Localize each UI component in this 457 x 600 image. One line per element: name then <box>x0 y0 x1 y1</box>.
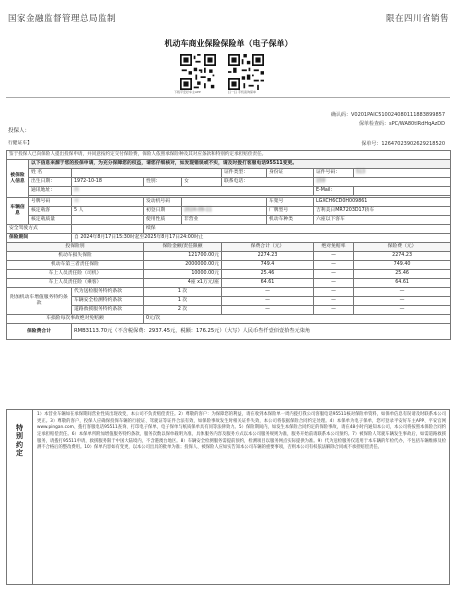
model-value: 吉利美日MR7203D17轿车 <box>314 207 451 216</box>
name-value <box>72 169 222 178</box>
addon-fee: — <box>354 288 451 297</box>
vehicle-type-label: 机动车种类 <box>267 216 314 225</box>
coverage-row <box>7 252 451 261</box>
coverage-premium: 749.4 <box>222 261 314 270</box>
addon-deductible: — <box>314 288 354 297</box>
addon-fee: — <box>354 306 451 315</box>
coverage-deductible: — <box>314 261 354 270</box>
address-label: 通讯地址： <box>29 187 72 196</box>
coverage-fee: 2274.23 <box>354 252 451 261</box>
birth-label: 出生日期： <box>29 178 72 187</box>
coverage-row <box>7 270 451 279</box>
total-label: 保险费合计 <box>7 324 72 340</box>
plate-value: 川 <box>72 198 144 207</box>
coverage-limit: 10000.00元 <box>144 270 222 279</box>
email-value <box>354 187 451 196</box>
coverage-limit: 121700.00元 <box>144 252 222 261</box>
addon-deductible: — <box>314 306 354 315</box>
birth-value: 1972-10-18 <box>72 178 144 187</box>
addon-count: 1 次 <box>144 288 222 297</box>
qr-code-icon <box>180 54 216 90</box>
coverage-deductible: — <box>314 252 354 261</box>
coverage-row <box>7 279 451 288</box>
addon-name: 代为送检服务特约条款 <box>72 288 144 297</box>
coverage-deductible: — <box>314 270 354 279</box>
addon-name: 道路救援服务特约条款 <box>72 306 144 315</box>
special-terms-label <box>7 410 33 584</box>
policy-intro: 鉴于投保人已向保险人提出投保申请，并同意按约定交付保险费，保险人依照承保险种及其对应条款和特别约定承担赔偿责任。 <box>7 151 451 160</box>
coverage-name: 机动车损失保险 <box>7 252 144 261</box>
id-type-label: 证件类型： <box>222 169 267 178</box>
plate-label: 号牌号码 <box>29 198 72 207</box>
id-no-label: 证件号码： <box>314 169 354 178</box>
addon-name: 车辆安全检测特约条款 <box>72 297 144 306</box>
coverage-deductible: — <box>314 279 354 288</box>
register-value: 2024-09-11 <box>182 207 267 216</box>
policy-table <box>6 150 450 340</box>
policy-qr-code[interactable] <box>228 54 264 90</box>
coverage-fee: 25.46 <box>354 270 451 279</box>
gender-label: 性别： <box>144 178 182 187</box>
vin-label: 车架号 <box>267 198 314 207</box>
addon-section-label: 附加机动车增值服务特约条款 <box>7 288 72 315</box>
period-value: 自 2024年8月17日15:30时起至2025年8月17日24:00时止 <box>72 234 451 243</box>
verify-code: 保单检查码：sPC/WA80tIRdHqAzDD <box>358 121 445 127</box>
id-type-value: 身份证 <box>267 169 314 178</box>
app-qr-code[interactable] <box>180 54 216 90</box>
discount-value: 0元/次 <box>144 315 451 324</box>
coverage-name: 机动车第三者责任保险 <box>7 261 144 270</box>
policy-qr-caption: 扫一扫 手机查询保单 <box>228 90 256 94</box>
check-code: 确认码：V0201PAIC510024080111883899857 <box>330 112 445 118</box>
total-value: RMB3113.70元（不含税保费：2937.45元，税额：176.25元）（大写）人民币叁仟壹佰壹拾叁元柒角 <box>72 324 451 340</box>
bank-label: 行健证车】 <box>8 141 32 146</box>
special-label-char: 约 <box>16 440 23 449</box>
period-label: 保险期间 <box>7 234 72 243</box>
special-terms-text: 1）本营业车辆如在承保期间营业性质出现改变，本公司不负责赔偿责任。2）尊敬的客户：为保障您的利益，请在收到本保险单一周内拨打我公司客服电话95511核对保险单资料，如保单信息有误请及时联系本公司更正。3）尊敬的客户，投保人应确保投保车辆的行驶证、驾驶证等证件合法有效，如保险事故发生时相关证件失效，本公司将依据保险合同约定处理。4）本保单为电子保单，您可登录平安好车主APP、平安官网www.pingan.com、拨打客服电话95511查询、打印电子保单，电子保单与纸质保单具有同等法律效力。5）保险期间内，如发生本保险合同约定的保险事故，请在48小时内通知本公司，本公司将按照本保险合同约定承担赔偿责任。6）本保单所附加增值服务特约条款，服务次数以保单载明为准，具体服务内容及服务方式以本公司服务规则为准，服务开始前请联系本公司预约。7）被保险人驾驶车辆发生事故后，如需道路救援服务，请拨打95511申请，救援服务限于中国大陆境内，不含港澳台地区。8）车辆安全检测服务需提前预约，检测项目以服务网点实际提供为准。9）代为送检服务仅适用于本车辆的年检代办，不包括车辆维修及检测不合格后的整改费用。10）保单内容如有变更，以本公司出具的批单为准；投保人、被保险人应如实告知本公司车辆的重要事项，否则本公司有权依法解除合同或不承担赔偿责任。 <box>37 412 446 451</box>
coverage-header-deductible: 绝对免赔率 <box>314 243 354 252</box>
insured-notice: 以下信息来源于您的投保申请，为充分保障您的权益，请您仔细核对，如发现错误或不实，请及时拨打客服电话95511变更。 <box>29 160 451 169</box>
region-label: 限在四川省销售 <box>385 14 449 24</box>
special-label-char: 特 <box>16 424 23 432</box>
addon-premium: — <box>222 297 314 306</box>
seats-value: 5 人 <box>72 207 144 216</box>
addon-count: 1 次 <box>144 297 222 306</box>
mass-value <box>72 216 144 225</box>
coverage-fee: 64.61 <box>354 279 451 288</box>
coverage-premium: 2274.23 <box>222 252 314 261</box>
divider <box>6 97 450 98</box>
coverage-limit: 4座 x1万元/座 <box>144 279 222 288</box>
coverage-header-limit: 保险金额/责任限额 <box>144 243 222 252</box>
coverage-limit: 2000000.00元 <box>144 261 222 270</box>
addon-fee: — <box>354 297 451 306</box>
id-no-value: 513 <box>354 169 451 178</box>
coverage-header-name: 投保险别 <box>7 243 144 252</box>
security-value <box>72 225 144 234</box>
insured-label: 投保人： <box>8 128 31 134</box>
mass-label: 核定载质量 <box>29 216 72 225</box>
special-label-char: 别 <box>16 432 23 441</box>
usage-label: 使用性质 <box>144 216 182 225</box>
name-label: 姓 名 <box>29 169 72 178</box>
gender-value: 女 <box>182 178 222 187</box>
engine-value <box>182 198 267 207</box>
addon-premium: — <box>222 288 314 297</box>
coverage-row <box>7 261 451 270</box>
coverage-premium: 64.61 <box>222 279 314 288</box>
coverage-fee: 749.40 <box>354 261 451 270</box>
regulator-label: 国家金融监督管理总局监制 <box>8 14 117 24</box>
addon-deductible: — <box>314 297 354 306</box>
phone-value: 159 <box>314 178 451 187</box>
email-label: E-Mail： <box>314 187 354 196</box>
address-value: 四 <box>72 187 314 196</box>
coverage-header-premium: 保费合计（元） <box>222 243 314 252</box>
app-qr-caption: 下载平安好车主APP <box>174 90 201 94</box>
phone-label: 联系电话： <box>222 178 314 187</box>
policy-title: 机动车商业保险保险单（电子保单） <box>164 39 293 48</box>
qr-code-icon <box>228 54 264 90</box>
coverage-name: 车上人员责任险（乘客） <box>7 279 144 288</box>
coverage-premium: 25.46 <box>222 270 314 279</box>
addon-premium: — <box>222 306 314 315</box>
register-label: 初登日期 <box>144 207 182 216</box>
coverage-name: 车上人员责任险（司机） <box>7 270 144 279</box>
coverage-header-fee: 保险费（元） <box>354 243 451 252</box>
insured-section-label: 被保险人信息 <box>7 160 29 198</box>
special-label-char: 定 <box>16 449 23 458</box>
vehicle-type-value: 六座以下客车 <box>314 216 451 225</box>
security-label: 安全驾驶方式 <box>7 225 72 234</box>
vehicle-section-label: 车辆信息 <box>7 198 29 225</box>
discount-label: 车损险每次事故绝对免赔额 <box>7 315 144 324</box>
seats-label: 核定载客 <box>29 207 72 216</box>
addon-count: 2 次 <box>144 306 222 315</box>
usage-value: 非营业 <box>182 216 267 225</box>
engine-label: 发动机号码 <box>144 198 182 207</box>
model-label: 厂牌型号 <box>267 207 314 216</box>
vin-value: LGXCH6CD0H009861 <box>314 198 451 207</box>
policy-number: 保单号：12647023902629218520 <box>361 141 445 147</box>
claim-label: 续保 <box>144 225 451 234</box>
special-terms <box>6 409 450 585</box>
